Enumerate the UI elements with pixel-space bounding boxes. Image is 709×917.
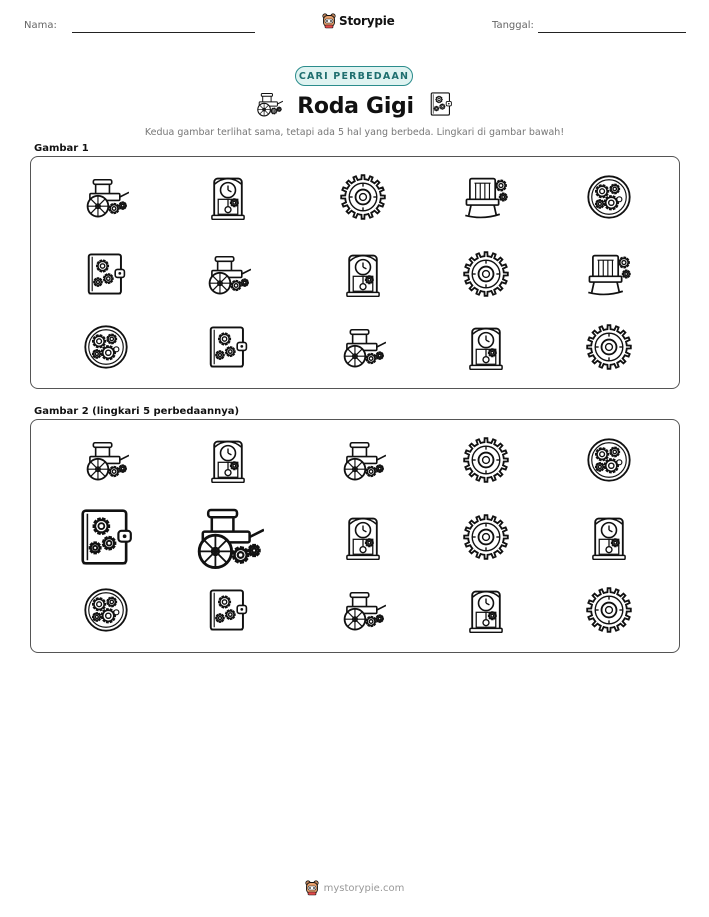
clock-icon	[586, 514, 632, 560]
book-icon	[83, 251, 129, 297]
picture-cell	[205, 174, 251, 220]
picture-cell[interactable]	[586, 587, 632, 633]
picture-cell[interactable]	[83, 587, 129, 633]
name-line[interactable]	[72, 32, 255, 33]
picture-cell	[586, 174, 632, 220]
picture-cell	[463, 251, 509, 297]
cart-icon	[192, 501, 264, 573]
name-label: Nama:	[24, 20, 57, 31]
panel1-label: Gambar 1	[34, 143, 89, 154]
watch-icon	[83, 587, 129, 633]
cart-icon	[205, 251, 251, 297]
gear-icon	[463, 514, 509, 560]
picture-cell	[205, 324, 251, 370]
picture-cell[interactable]	[192, 501, 264, 573]
picture-cell[interactable]	[463, 514, 509, 560]
picture-cell	[83, 174, 129, 220]
picture-cell[interactable]	[340, 514, 386, 560]
cart-icon	[340, 587, 386, 633]
clock-icon	[463, 587, 509, 633]
picture-cell[interactable]	[463, 437, 509, 483]
picture-cell[interactable]	[205, 587, 251, 633]
picture-cell	[463, 324, 509, 370]
footer	[0, 880, 709, 896]
book-icon	[205, 324, 251, 370]
brand-name: Storypie	[339, 14, 395, 28]
cart-icon	[340, 324, 386, 370]
picture-cell	[83, 251, 129, 297]
picture-panel-2[interactable]	[30, 419, 680, 653]
clock-icon	[340, 514, 386, 560]
activity-badge: CARI PERBEDAAN	[295, 66, 413, 86]
picture-cell[interactable]	[75, 506, 137, 568]
gear-icon	[586, 324, 632, 370]
title-book-icon	[428, 91, 454, 121]
page-title: Roda Gigi	[297, 93, 414, 119]
cart-icon	[83, 437, 129, 483]
clock-icon	[463, 324, 509, 370]
brand-logo	[322, 13, 395, 29]
picture-cell	[205, 251, 251, 297]
cart-icon	[255, 90, 283, 118]
storypie-mascot-icon	[322, 13, 336, 29]
title-cart-icon	[255, 90, 283, 122]
gear-icon	[463, 251, 509, 297]
storypie-mascot-icon	[305, 880, 319, 896]
picture-cell	[340, 251, 386, 297]
cart-icon	[83, 174, 129, 220]
date-label: Tanggal:	[492, 20, 534, 31]
chair-icon	[586, 251, 632, 297]
title-row	[0, 90, 709, 122]
cart-icon	[340, 437, 386, 483]
picture-cell[interactable]	[463, 587, 509, 633]
picture-cell[interactable]	[205, 437, 251, 483]
picture-cell	[83, 324, 129, 370]
picture-panel-1	[30, 156, 680, 389]
clock-icon	[205, 174, 251, 220]
book-icon	[205, 587, 251, 633]
book-icon	[75, 506, 137, 568]
picture-cell	[586, 324, 632, 370]
panel2-label: Gambar 2 (lingkari 5 perbedaannya)	[34, 406, 240, 417]
picture-cell	[340, 174, 386, 220]
picture-cell[interactable]	[340, 587, 386, 633]
instructions: Kedua gambar terlihat sama, tetapi ada 5 hal yang berbeda. Lingkari di gambar bawah!	[144, 127, 565, 138]
footer-url: mystorypie.com	[323, 882, 405, 894]
clock-icon	[340, 251, 386, 297]
picture-cell[interactable]	[586, 437, 632, 483]
picture-cell	[340, 324, 386, 370]
watch-icon	[83, 324, 129, 370]
book-icon	[428, 91, 454, 117]
gear-icon	[586, 587, 632, 633]
picture-cell[interactable]	[586, 514, 632, 560]
watch-icon	[586, 437, 632, 483]
picture-cell	[463, 174, 509, 220]
picture-cell	[586, 251, 632, 297]
gear-icon	[463, 437, 509, 483]
watch-icon	[586, 174, 632, 220]
date-line[interactable]	[538, 32, 686, 33]
gear-icon	[340, 174, 386, 220]
chair-icon	[463, 174, 509, 220]
picture-cell[interactable]	[340, 437, 386, 483]
clock-icon	[205, 437, 251, 483]
picture-cell[interactable]	[83, 437, 129, 483]
